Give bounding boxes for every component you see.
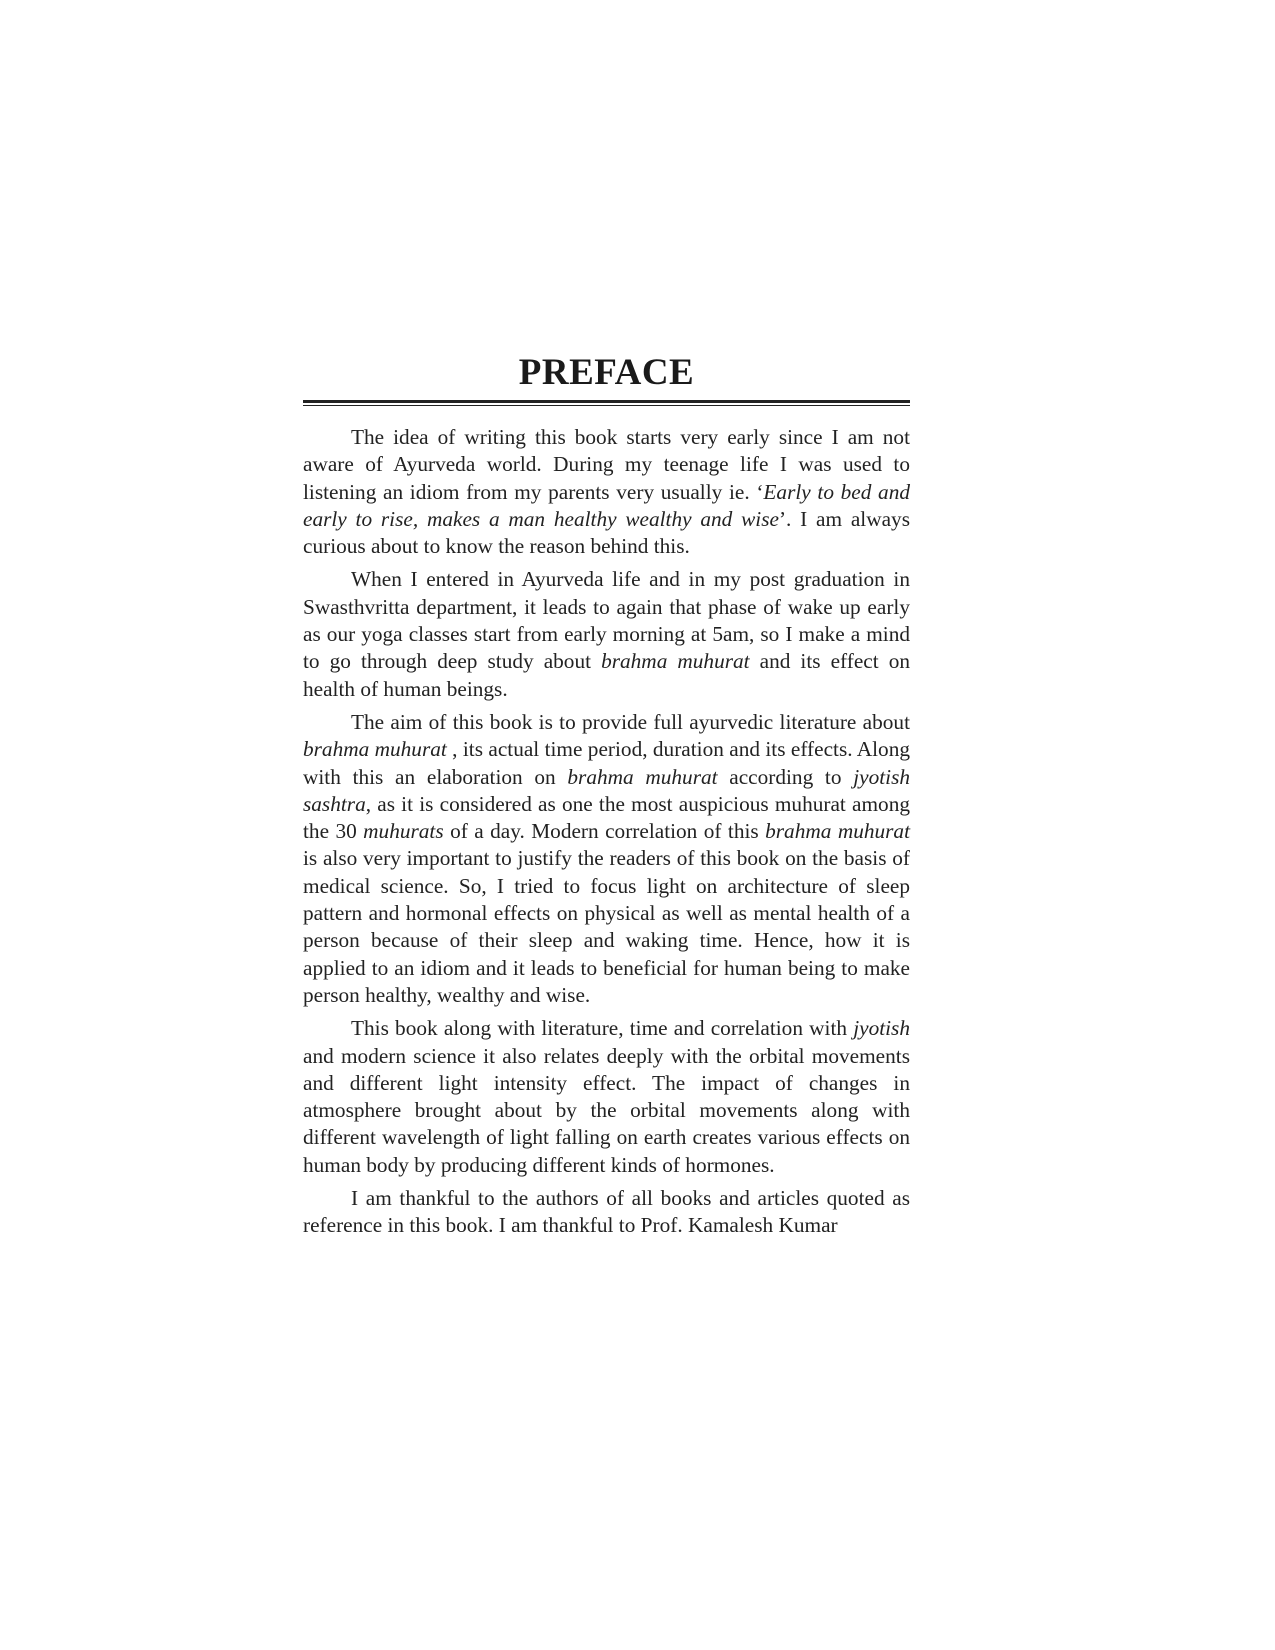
body-paragraph <box>303 1185 910 1240</box>
title-rule-thick <box>303 400 910 403</box>
text-run: The idea of writing this book starts very early since I am not aware of Ayurveda world. During my teenage life I was used to listening an idiom from my parents very usually ie. ‘ <box>303 425 910 504</box>
text-run: according to <box>717 764 854 789</box>
body-paragraph <box>303 1015 910 1179</box>
text-run: When I entered in Ayurveda life and in my post graduation in Swasthvritta department, it leads to again that phase of wake up early as our yoga classes start from early morning at 5am, so I make a mind to go through deep study about <box>303 567 910 674</box>
preface-page <box>303 352 910 1246</box>
italic-text: jyotish sashtra <box>303 764 911 816</box>
text-run: and its effect on health of human beings. <box>303 649 911 701</box>
italic-text: brahma muhurat <box>303 737 447 762</box>
italic-text: brahma muhurat <box>567 764 718 789</box>
italic-text: jyotish <box>853 1016 910 1041</box>
text-run: This book along with literature, time and correlation with <box>351 1016 854 1041</box>
italic-text: Early to bed and early to rise, makes a man healthy wealthy and wise <box>303 479 910 531</box>
body-paragraph <box>303 424 910 560</box>
preface-body <box>303 424 910 1240</box>
text-run: of a day. Modern correlation of this <box>443 819 766 844</box>
text-run: The aim of this book is to provide full ayurvedic literature about <box>351 709 910 734</box>
page-title: PREFACE <box>518 352 695 393</box>
text-run: , its actual time period, duration and its effects. Along with this an elaboration on <box>303 737 910 789</box>
body-paragraph <box>303 709 910 1009</box>
italic-text: muhurats <box>363 819 444 844</box>
body-paragraph <box>303 566 910 702</box>
text-run: is also very important to justify the readers of this book on the basis of medical science. So, I tried to focus light on architecture of sleep pattern and hormonal effects on physical as well as mental health of a person because of their sleep and waking time. Hence, how it is applied to an idiom and it leads to beneficial for human being to make person healthy, wealthy and wise. <box>303 846 910 1007</box>
text-run: and modern science it also relates deeply with the orbital movements and different light intensity effect. The impact of changes in atmosphere brought about by the orbital movements along with different wavelength of light falling on earth creates various effects on human body by producing different kinds of hormones. <box>303 1043 910 1177</box>
italic-text: brahma muhurat <box>765 819 910 844</box>
title-rule-thin <box>303 405 910 406</box>
text-run: ’. I am always curious about to know the reason behind this. <box>303 506 910 559</box>
text-run: I am thankful to the authors of all books and articles quoted as reference in this book. I am thankful to Prof. Kamalesh Kumar <box>303 1186 910 1238</box>
text-run: , as it is considered as one the most auspicious muhurat among the 30 <box>303 791 910 844</box>
italic-text: brahma muhurat <box>601 649 750 674</box>
